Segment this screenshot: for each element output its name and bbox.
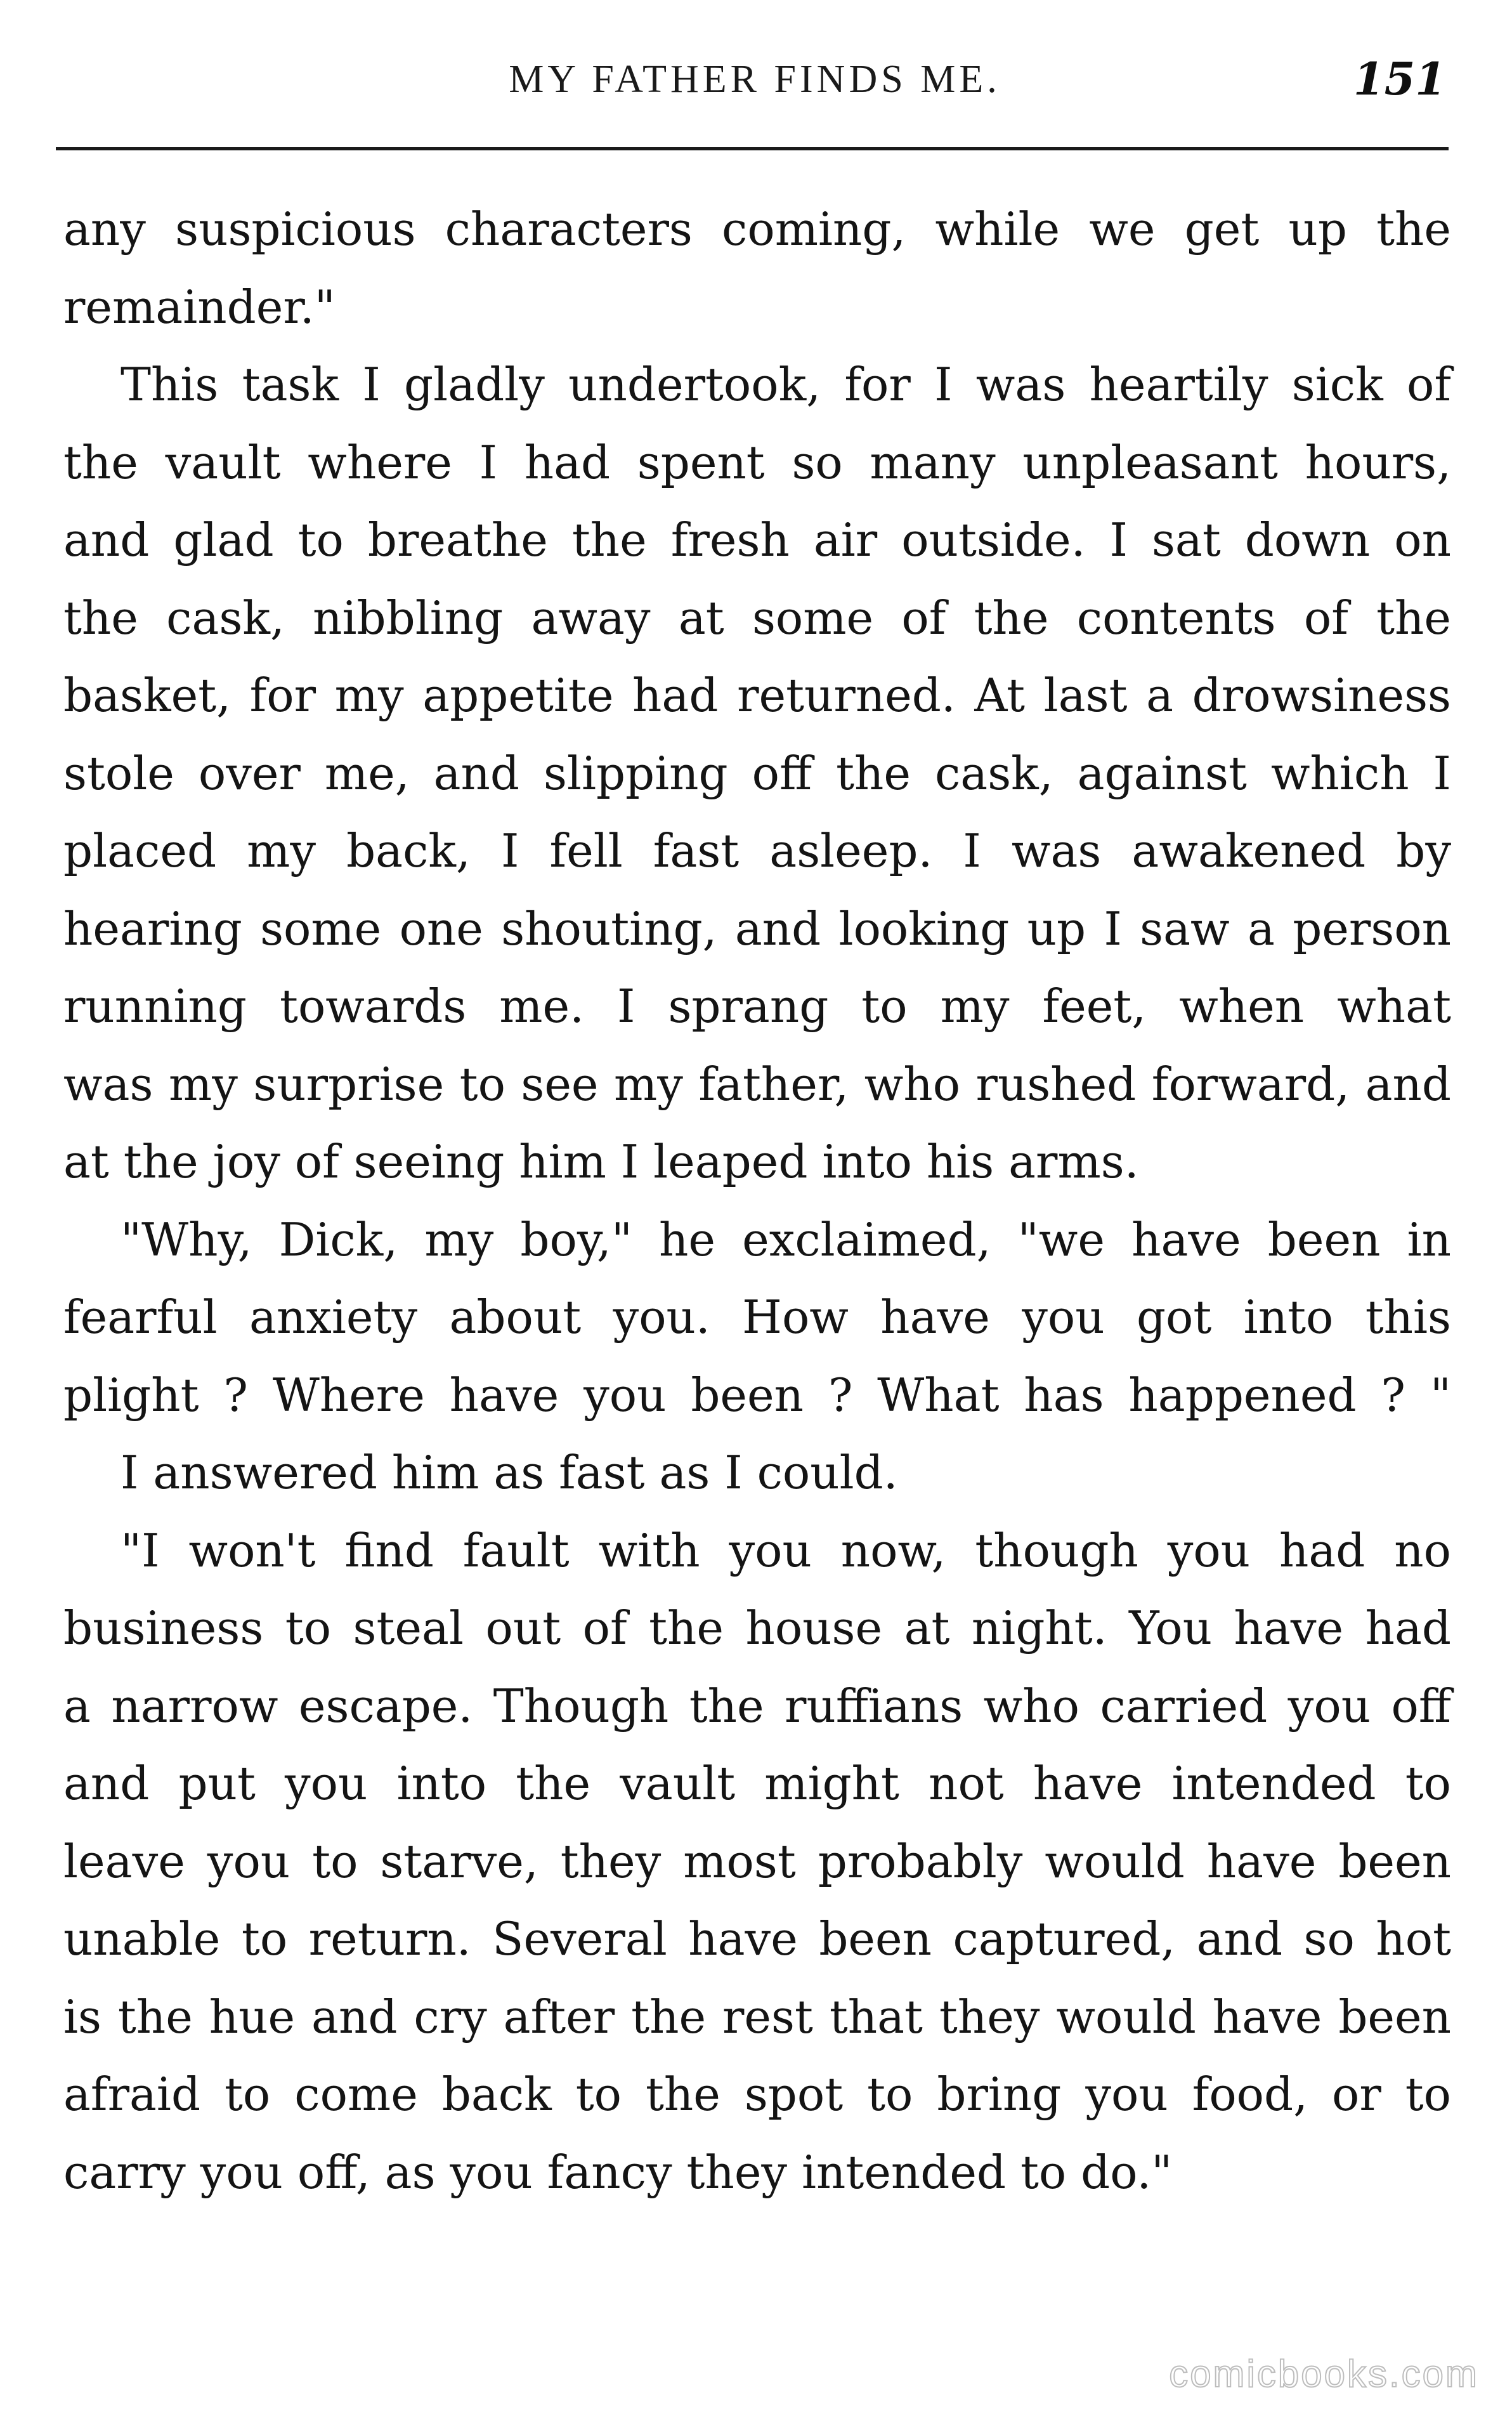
page-number: 151 xyxy=(1353,53,1446,105)
text-line: fearful anxiety about you. How have you got into this xyxy=(63,1290,1451,1344)
running-head xyxy=(63,51,1446,108)
text-line: unable to return. Several have been captured, and so hot xyxy=(63,1912,1451,1965)
text-line: was my surprise to see my father, who rushed forward, and xyxy=(63,1057,1451,1111)
header-rule xyxy=(56,147,1449,150)
text-line: business to steal out of the house at night. You have had xyxy=(63,1601,1451,1655)
text-line: running towards me. I sprang to my feet, when what xyxy=(63,980,1451,1033)
text-line: is the hue and cry after the rest that they would have been xyxy=(63,1990,1451,2044)
body-text xyxy=(63,190,1451,2211)
text-line: I answered him as fast as I could. xyxy=(121,1446,898,1499)
text-line: the vault where I had spent so many unpleasant hours, xyxy=(63,435,1451,489)
text-line: afraid to come back to the spot to bring you food, or to xyxy=(63,2068,1451,2121)
text-line: plight ? Where have you been ? What has happened ? " xyxy=(63,1368,1451,1422)
text-line: placed my back, I fell fast asleep. I was awakened by xyxy=(63,824,1451,877)
text-line: "Why, Dick, my boy," he exclaimed, "we have been in xyxy=(121,1212,1451,1266)
text-line: the cask, nibbling away at some of the contents of the xyxy=(63,591,1451,645)
text-line: basket, for my appetite had returned. At last a drowsiness xyxy=(63,669,1451,722)
text-line: and put you into the vault might not have intended to xyxy=(63,1757,1451,1810)
text-line: at the joy of seeing him I leaped into his arms. xyxy=(63,1135,1139,1188)
running-title: MY FATHER FINDS ME. xyxy=(509,58,1001,101)
text-line: remainder." xyxy=(63,280,336,334)
text-line: hearing some one shouting, and looking up I saw a person xyxy=(63,902,1451,955)
text-line: stole over me, and slipping off the cask, against which I xyxy=(63,746,1451,800)
watermark: comicbooks.com xyxy=(1169,2352,1479,2395)
text-line: This task I gladly undertook, for I was heartily sick of xyxy=(121,358,1451,411)
text-line: leave you to starve, they most probably would have been xyxy=(63,1834,1451,1888)
text-line: carry you off, as you fancy they intended to do." xyxy=(63,2145,1173,2199)
text-line: a narrow escape. Though the ruffians who carried you off xyxy=(63,1679,1451,1733)
text-line: "I won't find fault with you now, though you had no xyxy=(121,1523,1451,1577)
text-line: any suspicious characters coming, while we get up the xyxy=(63,202,1451,256)
text-line: and glad to breathe the fresh air outside. I sat down on xyxy=(63,513,1451,567)
